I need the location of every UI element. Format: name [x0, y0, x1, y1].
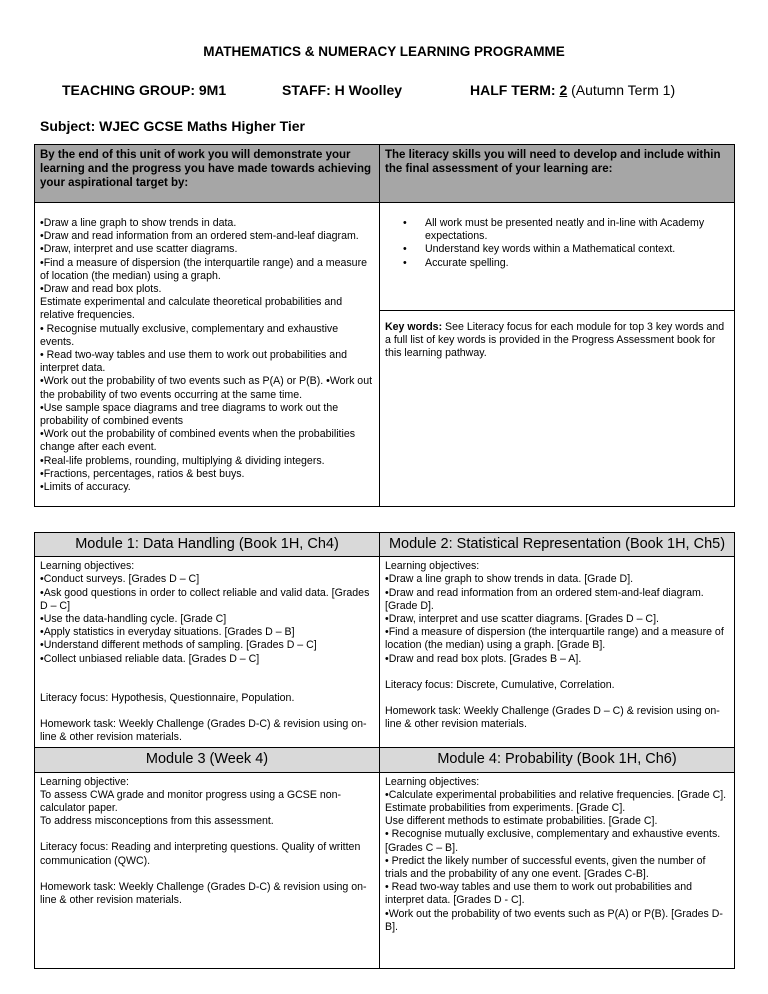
objectives-label: Learning objectives:	[385, 560, 480, 573]
outcome-item: • Read two-way tables and use them to work out probabilities and interpret data.	[40, 349, 347, 375]
staff-name: STAFF: H Woolley	[282, 82, 403, 98]
outcomes-list	[35, 203, 380, 507]
list-item: •Draw, interpret and use scatter diagrams. [Grades D – C].	[385, 613, 659, 626]
outcomes-heading: By the end of this unit of work you will demonstrate your learning and the progress you have made towards achieving your aspirational target by:	[35, 145, 380, 203]
outcome-item: •Limits of accuracy.	[40, 481, 131, 494]
half-term-note: (Autumn Term 1)	[567, 82, 676, 98]
list-item: •Conduct surveys. [Grades D – C]	[40, 573, 200, 586]
list-item: • All work must be presented neatly and in-line with Academy expectations.	[403, 217, 705, 243]
outcome-item: •Fractions, percentages, ratios & best buys.	[40, 467, 245, 480]
outcome-item: •Draw a line graph to show trends in data.	[40, 217, 237, 229]
list-item: •Understand different methods of sampling. [Grades D – C]	[40, 639, 317, 652]
homework-task: Homework task: Weekly Challenge (Grades D-C) & revision using on-line & other revision materials.	[40, 718, 367, 744]
list-item: • Read two-way tables and use them to work out probabilities and interpret data. [Grades D - C].	[385, 881, 692, 907]
literacy-focus: Literacy focus: Reading and interpreting questions. Quality of written communication (QWC).	[40, 841, 361, 867]
module-1-title: Module 1: Data Handling (Book 1H, Ch4)	[35, 533, 380, 557]
homework-task: Homework task: Weekly Challenge (Grades D – C) & revision using on-line & other revision materials.	[385, 705, 720, 731]
list-item: To address misconceptions from this assessment.	[40, 815, 274, 828]
module-3-body	[35, 772, 380, 968]
literacy-focus: Literacy focus: Discrete, Cumulative, Correlation.	[385, 678, 615, 691]
objectives-label: Learning objective:	[40, 775, 129, 788]
outcome-item: •Work out the probability of combined events when the probabilities change after each event.	[40, 428, 356, 454]
outcome-item: •Use sample space diagrams and tree diagrams to work out the probability of combined events	[40, 401, 339, 428]
list-item: To assess CWA grade and monitor progress using a GCSE non-calculator paper.	[40, 788, 342, 815]
key-words	[380, 311, 735, 507]
literacy-skills-list	[385, 217, 729, 270]
bullet-icon: •	[403, 243, 407, 256]
list-item: •Calculate experimental probabilities and relative frequencies. [Grade C].	[385, 788, 727, 801]
list-item: • Recognise mutually exclusive, complementary and exhaustive events. [Grades C – B].	[385, 828, 721, 854]
list-item: • Predict the likely number of successful events, given the number of trials and the probability of any one event. [Grades C-B].	[385, 854, 706, 881]
list-item: •Find a measure of dispersion (the interquartile range) and a measure of location (the median) using a graph. [Grade B].	[385, 626, 724, 652]
objectives-label: Learning objectives:	[385, 775, 480, 788]
key-words-label: Key words:	[385, 321, 443, 333]
literacy-focus: Literacy focus: Hypothesis, Questionnaire, Population.	[40, 691, 295, 704]
outcomes-table	[34, 144, 735, 507]
half-term-label: HALF TERM:	[470, 82, 560, 98]
page-title: MATHEMATICS & NUMERACY LEARNING PROGRAMME	[203, 44, 565, 59]
list-item: • Accurate spelling.	[403, 256, 509, 269]
list-item: • Understand key words within a Mathematical context.	[403, 243, 676, 256]
outcome-item: • Recognise mutually exclusive, complementary and exhaustive events.	[40, 322, 339, 348]
teaching-group: TEACHING GROUP: 9M1	[62, 82, 227, 98]
list-item: •Draw and read information from an ordered stem-and-leaf diagram. [Grade D].	[385, 586, 704, 612]
list-item: •Draw a line graph to show trends in data. [Grade D].	[385, 573, 634, 586]
literacy-heading: The literacy skills you will need to develop and include within the final assessment of your learning are:	[380, 145, 735, 203]
outcome-item: •Draw, interpret and use scatter diagrams.	[40, 243, 238, 256]
outcome-item: •Work out the probability of two events such as P(A) or P(B). •Work out the probability of two events occurring at the same time.	[40, 375, 373, 401]
modules-table	[34, 532, 735, 969]
outcome-item: •Find a measure of dispersion (the interquartile range) and a measure of location (the median) using a graph.	[40, 256, 367, 282]
objectives-label: Learning objectives:	[40, 560, 135, 573]
list-item: •Draw and read box plots. [Grades B – A].	[385, 652, 582, 665]
key-words-text: See Literacy focus for each module for top 3 key words and a full list of key words is provided in the Progress Assessment book for this learning pathway.	[385, 321, 725, 360]
bullet-icon: •	[403, 256, 407, 269]
half-term	[470, 82, 675, 98]
module-2-body	[380, 557, 735, 748]
module-4-title: Module 4: Probability (Book 1H, Ch6)	[380, 748, 735, 772]
half-term-number: 2	[559, 82, 568, 98]
module-3-title: Module 3 (Week 4)	[35, 748, 380, 772]
outcome-item: •Real-life problems, rounding, multiplying & dividing integers.	[40, 454, 325, 467]
list-item: Estimate probabilities from experiments. [Grade C].	[385, 802, 626, 815]
list-item: •Work out the probability of two events such as P(A) or P(B). [Grades D-B].	[385, 907, 723, 933]
module-1-body	[35, 557, 380, 748]
homework-task: Homework task: Weekly Challenge (Grades D-C) & revision using on-line & other revision materials.	[40, 880, 367, 907]
list-item: Use different methods to estimate probabilities. [Grade C].	[385, 815, 658, 828]
module-2-title: Module 2: Statistical Representation (Book 1H, Ch5)	[380, 533, 735, 557]
subject: Subject: WJEC GCSE Maths Higher Tier	[40, 118, 306, 134]
list-item: •Apply statistics in everyday situations. [Grades D – B]	[40, 626, 295, 639]
outcome-item: •Draw and read information from an ordered stem-and-leaf diagram.	[40, 230, 359, 243]
outcome-item: Estimate experimental and calculate theoretical probabilities and relative frequencies.	[40, 296, 343, 322]
outcome-item: •Draw and read box plots.	[40, 283, 162, 296]
list-item: •Use the data-handling cycle. [Grade C]	[40, 613, 227, 626]
list-item: •Collect unbiased reliable data. [Grades D – C]	[40, 652, 260, 665]
literacy-skills	[380, 203, 735, 311]
module-4-body	[380, 772, 735, 968]
list-item: •Ask good questions in order to collect reliable and valid data. [Grades D – C]	[40, 586, 370, 612]
bullet-icon: •	[403, 217, 407, 229]
